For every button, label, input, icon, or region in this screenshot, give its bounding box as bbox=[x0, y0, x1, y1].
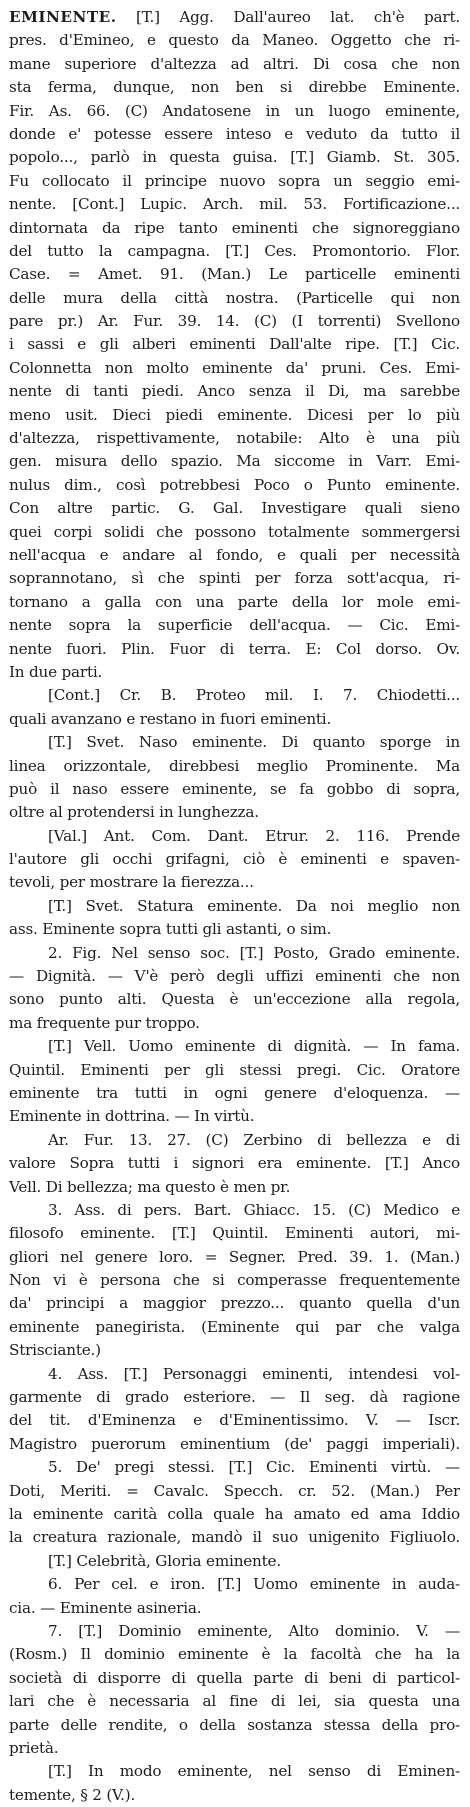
entry-line-text: 4. Ass. [T.] Personaggi eminenti, intendesi vol- bbox=[48, 1364, 460, 1383]
entry-line bbox=[9, 217, 460, 240]
entry-line bbox=[9, 29, 460, 52]
entry-line-text: quali avanzano e restano in fuori eminenti. bbox=[9, 709, 332, 728]
entry-line-text: — Dignità. — V'è però degli uffizi eminenti che non bbox=[9, 967, 460, 986]
entry-line bbox=[9, 310, 460, 333]
entry-line-text: Fir. As. 66. (C) Andatosene in un luogo eminente, bbox=[9, 101, 460, 120]
entry-line bbox=[9, 76, 460, 99]
entry-line-text: Case. = Amet. 91. (Man.) Le particelle eminenti bbox=[9, 265, 460, 284]
entry-line-text: prietà. bbox=[9, 1738, 59, 1757]
entry-line-text: ma frequente pur troppo. bbox=[9, 1013, 200, 1032]
entry-line bbox=[9, 895, 460, 918]
entry-line bbox=[9, 380, 460, 403]
entry-line bbox=[9, 1386, 460, 1409]
entry-line-text: filosofo eminente. [T.] Quintil. Eminenti autori, mi- bbox=[9, 1224, 460, 1243]
entry-line-text: pare pr.) Ar. Fur. 39. 14. (C) (I torrenti) Svellono bbox=[9, 312, 460, 331]
entry-line bbox=[9, 801, 460, 824]
entry-line-text: 7. [T.] Dominio eminente, Alto dominio. V. — bbox=[48, 1621, 460, 1640]
entry-line-text: [Cont.] Cr. B. Proteo mil. I. 7. Chiodetti... bbox=[48, 686, 460, 705]
entry-line-text: sono punto alti. Questa è un'eccezione alla regola, bbox=[9, 990, 460, 1009]
entry-line bbox=[9, 1012, 460, 1035]
entry-line bbox=[9, 1573, 460, 1596]
entry-line bbox=[9, 731, 460, 754]
entry-line-text: Vell. Di bellezza; ma questo è men pr. bbox=[9, 1177, 291, 1196]
entry-line-text: nente. [Cont.] Lupic. Arch. mil. 53. Fortificazione... bbox=[9, 195, 460, 214]
entry-line bbox=[9, 1503, 460, 1526]
entry-line bbox=[9, 1643, 460, 1666]
entry-line bbox=[9, 1082, 460, 1105]
entry-line-text: 2. Fig. Nel senso soc. [T.] Posto, Grado eminente. bbox=[48, 943, 460, 962]
entry-line bbox=[9, 1714, 460, 1737]
entry-line bbox=[9, 1480, 460, 1503]
entry-line-text: nente di tanti piedi. Anco senza il Di, ma sarebbe bbox=[9, 382, 460, 401]
entry-line-text: [T.] Svet. Naso eminente. Di quanto sporge in bbox=[48, 733, 460, 752]
entry-line-text: tornano a galla con una parte della lor mole emi- bbox=[9, 592, 460, 611]
entry-line-text: In due parti. bbox=[9, 662, 103, 681]
entry-line-text: lari che è necessaria al fine di lei, sia questa una bbox=[9, 1692, 460, 1711]
entry-line-text: d'altezza, rispettivamente, notabile: Alto è una più bbox=[9, 429, 460, 448]
entry-line bbox=[9, 918, 460, 941]
entry-line-text: parte delle rendite, o della sostanza stessa della pro- bbox=[9, 1715, 460, 1734]
entry-line bbox=[9, 1363, 460, 1386]
entry-line-text: Colonnetta non molto eminente da' pruni. Ces. Emi- bbox=[9, 358, 460, 377]
entry-line-text: temente, § 2 (V.). bbox=[9, 1785, 136, 1804]
entry-line-text: del tutto la campagna. [T.] Ces. Promontorio. Flor. bbox=[9, 241, 460, 260]
entry-line-text: [T.] Svet. Statura eminente. Da noi meglio non bbox=[48, 896, 460, 915]
entry-line bbox=[9, 1597, 460, 1620]
entry-line bbox=[9, 6, 460, 29]
entry-line-text: eminente tra tutti in ogni genere d'eloquenza. — bbox=[9, 1083, 460, 1102]
entry-line-text: delle mura della città nostra. (Particelle qui non bbox=[9, 288, 460, 307]
entry-line-text: nell'acqua e andare al fondo, e quali per necessità bbox=[9, 545, 460, 564]
entry-line bbox=[9, 170, 460, 193]
entry-line bbox=[9, 1269, 460, 1292]
entry-line bbox=[9, 450, 460, 473]
entry-line-text: i sassi e gli alberi eminenti Dall'alte ripe. [T.] Cic. bbox=[9, 335, 460, 354]
entry-line-text: 3. Ass. di pers. Bart. Ghiacc. 15. (C) Medico e bbox=[48, 1200, 460, 1219]
entry-line-text: [T.] In modo eminente, nel senso di Eminen- bbox=[48, 1762, 460, 1781]
entry-line bbox=[9, 263, 460, 286]
entry-line-text: la eminente carità colla quale ha amato ed ama Iddio bbox=[9, 1505, 460, 1523]
entry-line bbox=[9, 942, 460, 965]
entry-line-text: eminente panegirista. (Eminente qui par che valga bbox=[9, 1317, 460, 1336]
entry-line bbox=[9, 567, 460, 590]
entry-line-text: 5. De' pregi stessi. [T.] Cic. Eminenti virtù. — bbox=[48, 1458, 460, 1477]
entry-line bbox=[9, 1339, 460, 1362]
entry-line bbox=[9, 1620, 460, 1643]
entry-line-text: società di disporre di quella parte di beni di particol- bbox=[9, 1668, 460, 1687]
entry-line bbox=[9, 1176, 460, 1199]
entry-line bbox=[9, 778, 460, 801]
entry-line-text: valore Sopra tutti i signori era eminente. [T.] Anco bbox=[9, 1154, 460, 1173]
entry-line-text: 6. Per cel. e iron. [T.] Uomo eminente in auda- bbox=[48, 1575, 460, 1594]
entry-line-text: pres. d'Emineo, e questo da Maneo. Oggetto che ri- bbox=[9, 31, 460, 50]
entry-line-text: Non vi è persona che si comperasse frequentemente bbox=[9, 1271, 460, 1290]
entry-line bbox=[9, 1152, 460, 1175]
entry-line-text: oltre al protendersi in lunghezza. bbox=[9, 803, 259, 822]
entry-line bbox=[9, 333, 460, 356]
entry-line-text: [Val.] Ant. Com. Dant. Etrur. 2. 116. Prende bbox=[48, 826, 460, 845]
entry-line bbox=[9, 521, 460, 544]
entry-line-text: (Rosm.) Il dominio eminente è la facoltà che ha la bbox=[9, 1645, 460, 1664]
entry-line-text: sta ferma, dunque, non ben si direbbe Eminente. bbox=[9, 78, 460, 97]
headword: EMINENTE. bbox=[9, 8, 117, 26]
entry-line-text: nente fuori. Plin. Fuor di terra. E: Col dorso. Ov. bbox=[9, 639, 460, 658]
entry-line bbox=[9, 100, 460, 123]
entry-line-text: [T.] Agg. Dall'aureo lat. ch'è part. bbox=[136, 8, 460, 26]
entry-line-text: Strisciante.) bbox=[9, 1341, 101, 1360]
entry-line-text: del tit. d'Eminenza e d'Eminentissimo. V. — Iscr. bbox=[9, 1411, 460, 1430]
entry-line bbox=[9, 871, 460, 894]
entry-line bbox=[9, 497, 460, 520]
entry-line bbox=[9, 638, 460, 661]
entry-line bbox=[9, 1409, 460, 1432]
entry-line-text: gliori nel genere loro. = Segner. Pred. 39. 1. (Man.) bbox=[9, 1247, 460, 1266]
dictionary-entry bbox=[9, 6, 460, 1807]
entry-line bbox=[9, 123, 460, 146]
entry-line-text: nente sopra la superficie dell'acqua. — Cic. Emi- bbox=[9, 616, 460, 635]
entry-line bbox=[9, 825, 460, 848]
entry-line bbox=[9, 1059, 460, 1082]
entry-line-text: linea orizzontale, direbbesi meglio Prominente. Ma bbox=[9, 756, 460, 775]
entry-line-text: tevoli, per mostrare la fierezza... bbox=[9, 873, 254, 892]
entry-line bbox=[9, 474, 460, 497]
entry-line-text: dintornata da ripe tanto eminenti che signoreggiano bbox=[9, 218, 460, 237]
entry-line bbox=[9, 240, 460, 263]
entry-line bbox=[9, 755, 460, 778]
entry-line-text: soprannotano, sì che spinti per forza sott'acqua, ri- bbox=[9, 569, 460, 588]
entry-line bbox=[9, 1784, 460, 1807]
entry-line bbox=[9, 427, 460, 450]
entry-line bbox=[9, 404, 460, 427]
entry-line bbox=[9, 1105, 460, 1128]
entry-line bbox=[9, 1550, 460, 1573]
entry-line-text: Con altre partic. G. Gal. Investigare quali sieno bbox=[9, 499, 460, 518]
entry-line-text: Fu collocato il principe nuovo sopra un seggio emi- bbox=[9, 171, 460, 190]
entry-line-text: gen. misura dello spazio. Ma siccome in Varr. Emi- bbox=[9, 452, 460, 471]
entry-line-text: donde e' potesse essere inteso e veduto da tutto il bbox=[9, 124, 460, 143]
entry-line bbox=[9, 661, 460, 684]
entry-line-text: Ar. Fur. 13. 27. (C) Zerbino di bellezza e di bbox=[48, 1130, 460, 1149]
entry-line-text: la creatura razionale, mandò il suo unigenito Figliuolo. bbox=[9, 1528, 460, 1547]
entry-line bbox=[9, 193, 460, 216]
entry-line bbox=[9, 1199, 460, 1222]
entry-line bbox=[9, 357, 460, 380]
entry-line-text: ass. Eminente sopra tutti gli astanti, o sim. bbox=[9, 920, 332, 939]
entry-line bbox=[9, 965, 460, 988]
entry-line bbox=[9, 1456, 460, 1479]
entry-line bbox=[9, 1129, 460, 1152]
entry-line bbox=[9, 988, 460, 1011]
entry-line bbox=[9, 1292, 460, 1315]
entry-line bbox=[9, 684, 460, 707]
entry-line-text: meno usit. Dieci piedi eminente. Dicesi per lo più bbox=[9, 405, 460, 424]
entry-line bbox=[9, 287, 460, 310]
entry-line-text: [T.] Celebrità, Gloria eminente. bbox=[48, 1551, 281, 1570]
entry-line-text: quei corpi solidi che possono totalmente sommergersi bbox=[9, 522, 460, 541]
entry-line bbox=[9, 1690, 460, 1713]
entry-line bbox=[9, 1760, 460, 1783]
entry-line bbox=[9, 1035, 460, 1058]
entry-line bbox=[9, 1526, 460, 1549]
entry-line bbox=[9, 544, 460, 567]
entry-line-text: [T.] Vell. Uomo eminente di dignità. — In fama. bbox=[48, 1037, 460, 1056]
entry-line bbox=[9, 146, 460, 169]
entry-line bbox=[9, 1433, 460, 1456]
entry-line-text: Quintil. Eminenti per gli stessi pregi. Cic. Oratore bbox=[9, 1060, 460, 1079]
entry-line-text: Eminente in dottrina. — In virtù. bbox=[9, 1107, 255, 1126]
entry-line-text: può il naso essere eminente, se fa gobbo di sopra, bbox=[9, 779, 460, 798]
entry-line-text: Magistro puerorum eminentium (de' paggi imperiali). bbox=[9, 1434, 460, 1453]
entry-line bbox=[9, 848, 460, 871]
entry-line bbox=[9, 708, 460, 731]
entry-line-text: Doti, Meriti. = Cavalc. Specch. cr. 52. (Man.) Per bbox=[9, 1481, 460, 1500]
entry-line-text: da' principi a maggior prezzo... quanto quella d'un bbox=[9, 1294, 460, 1313]
entry-line-text: garmente di grado esteriore. — Il seg. dà ragione bbox=[9, 1388, 460, 1407]
entry-line-text: nulus dim., così potrebbesi Poco o Punto eminente. bbox=[9, 475, 460, 494]
entry-line-text: popolo..., parlò in questa guisa. [T.] Giamb. St. 305. bbox=[9, 148, 460, 167]
entry-line bbox=[9, 1222, 460, 1245]
entry-line-text: l'autore gli occhi grifagni, ciò è eminenti e spaven- bbox=[9, 850, 460, 869]
entry-line bbox=[9, 614, 460, 637]
entry-line bbox=[9, 591, 460, 614]
entry-line bbox=[9, 1316, 460, 1339]
entry-line-text: mane superiore d'altezza ad altri. Di cosa che non bbox=[9, 54, 460, 73]
entry-line bbox=[9, 1737, 460, 1760]
entry-line bbox=[9, 53, 460, 76]
entry-line-text: cia. — Eminente asineria. bbox=[9, 1598, 202, 1617]
entry-line bbox=[9, 1667, 460, 1690]
entry-line bbox=[9, 1246, 460, 1269]
